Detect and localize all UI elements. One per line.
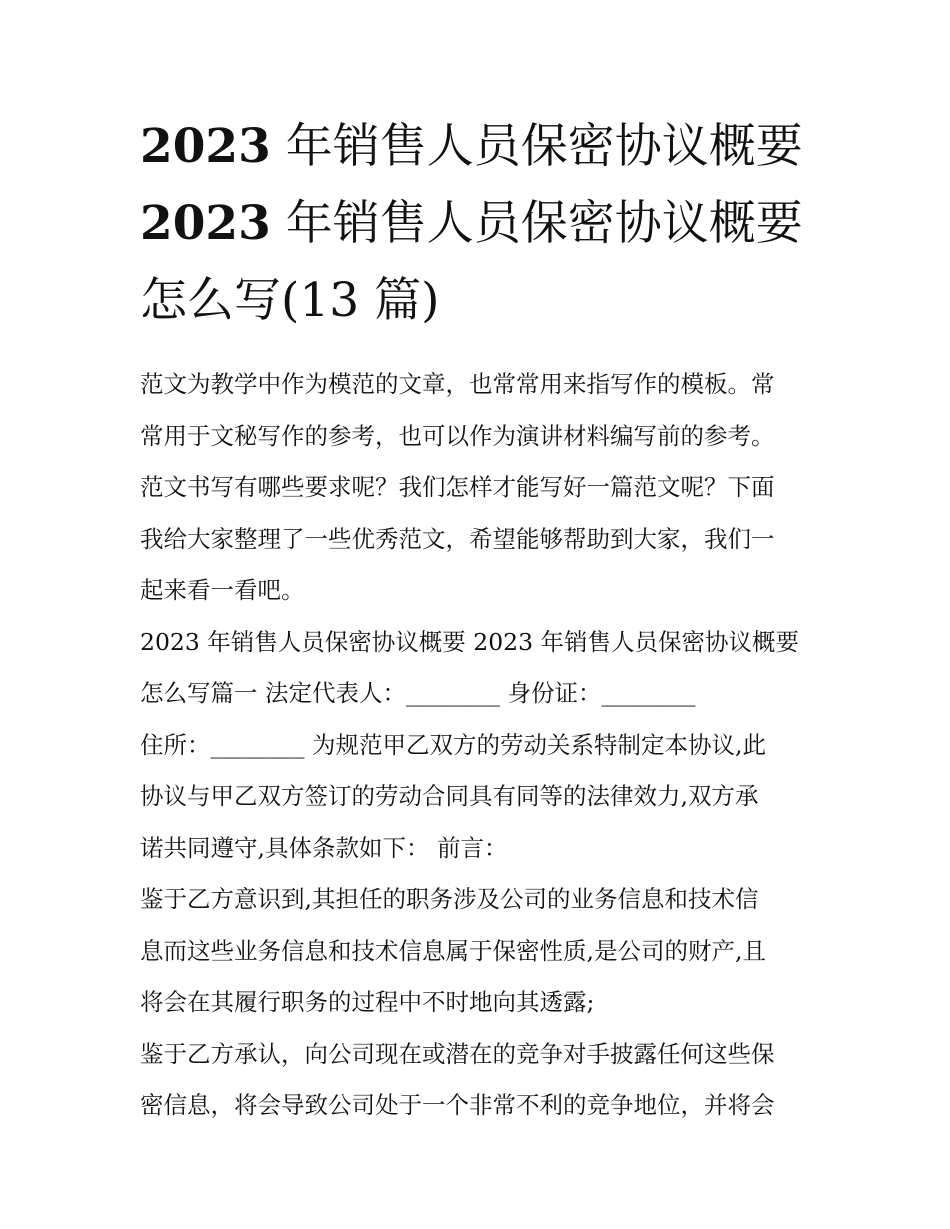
text-line: 协议与甲乙双方签订的劳动合同具有同等的法律效力,双方承 (140, 782, 759, 810)
text-line: 将会在其履行职务的过程中不时地向其透露; (140, 988, 595, 1016)
text-line: 鉴于乙方承认，向公司现在或潜在的竞争对手披露任何这些保 (140, 1039, 775, 1068)
text-line: 范文书写有哪些要求呢？我们怎样才能写好一篇范文呢？下面 (140, 473, 775, 501)
intro-paragraph (140, 359, 830, 617)
title-line (140, 185, 830, 262)
clause-paragraph-1 (140, 874, 830, 1029)
title-year: 2023 (140, 196, 271, 251)
text-line: 息而这些业务信息和技术信息属于保密性质,是公司的财产,且 (140, 936, 766, 965)
title-text: 年销售人员保密协议概要 (270, 119, 803, 174)
text-line: 范文为教学中作为模范的文章，也常常用来指写作的模板。常 (140, 370, 775, 398)
text-line: 起来看一看吧。 (140, 576, 305, 604)
document-page (140, 108, 830, 1132)
text-line: 怎么写篇一 法定代表人：________ 身份证：________ (140, 679, 696, 707)
title-line (140, 262, 830, 339)
text-line: 我给大家整理了一些优秀范文，希望能够帮助到大家，我们一 (140, 524, 775, 553)
title-year: 2023 (140, 119, 271, 174)
clause-paragraph-2 (140, 1029, 830, 1132)
text-line: 诺共同遵守,具体条款如下： 前言： (140, 833, 508, 862)
text-line: 2023 年销售人员保密协议概要 2023 年销售人员保密协议概要 (140, 627, 800, 656)
section-paragraph (140, 617, 830, 875)
text-line: 住所：________ 为规范甲乙双方的劳动关系特制定本协议,此 (140, 730, 766, 759)
document-title (140, 108, 830, 339)
title-text: 怎么写(13 篇) (140, 273, 440, 328)
text-line: 常用于文秘写作的参考，也可以作为演讲材料编写前的参考。 (140, 421, 775, 450)
text-line: 密信息，将会导致公司处于一个非常不利的竞争地位，并将会 (140, 1091, 775, 1119)
document-body (140, 359, 830, 1132)
title-line (140, 108, 830, 185)
title-text: 年销售人员保密协议概要 (270, 196, 803, 251)
text-line: 鉴于乙方意识到,其担任的职务涉及公司的业务信息和技术信 (140, 885, 759, 913)
